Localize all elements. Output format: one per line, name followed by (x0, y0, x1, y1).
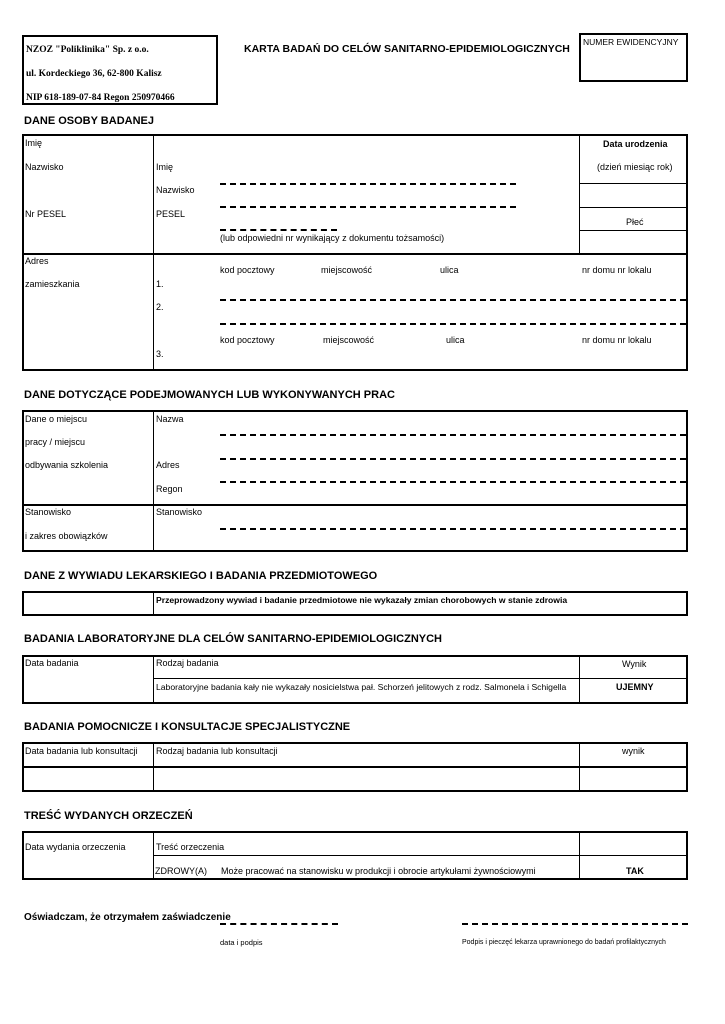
addr-house-label-2: nr domu nr lokalu (582, 335, 652, 345)
nazwisko-input-line[interactable] (220, 206, 516, 208)
sex-input[interactable] (581, 232, 686, 252)
field-adres-label: Adres (156, 460, 180, 470)
section-verdict-heading: TREŚĆ WYDANYCH ORZECZEŃ (24, 810, 193, 822)
aux-row-result[interactable] (581, 768, 686, 790)
verdict-col-content: Treść orzeczenia (156, 842, 225, 852)
addr-house-label-1: nr domu nr lokalu (582, 265, 652, 275)
interview-result: Przeprowadzony wywiad i badanie przedmiotowe nie wykazały zmian chorobowych w stanie zdrowia (156, 595, 568, 605)
workplace-address-line[interactable] (220, 481, 686, 483)
doctor-signature-caption: Podpis i pieczęć lekarza uprawnionego do badań profilaktycznych (462, 939, 666, 946)
record-number-label: NUMER EWIDENCYJNY (583, 37, 679, 47)
aux-col-date: Data badania lub konsultacji (25, 746, 138, 756)
aux-col-type: Rodzaj badania lub konsultacji (156, 746, 278, 756)
dob-input[interactable] (581, 185, 686, 206)
pesel-input-line[interactable] (220, 229, 337, 231)
section-person-heading: DANE OSOBY BADANEJ (24, 115, 154, 127)
work-label-3: odbywania szkolenia (25, 460, 109, 470)
addr-postcode-label-2: kod pocztowy (220, 335, 275, 345)
lab-col-type: Rodzaj badania (156, 658, 219, 668)
field-pesel-label: PESEL (156, 209, 186, 219)
addr-number-3: 3. (156, 349, 164, 359)
section-work-heading: DANE DOTYCZĄCE PODEJMOWANYCH LUB WYKONYWANYCH PRAC (24, 389, 395, 401)
field-regon-label: Regon (156, 484, 183, 494)
addr-number-1: 1. (156, 279, 164, 289)
label-zakres: i zakres obowiązków (25, 531, 108, 541)
client-signature-line[interactable] (220, 923, 338, 925)
addr-city-label-2: miejscowość (323, 335, 375, 345)
section-interview-heading: DANE Z WYWIADU LEKARSKIEGO I BADANIA PRZEDMIOTOWEGO (24, 570, 378, 582)
workplace-name-line-2[interactable] (220, 458, 686, 460)
client-signature-caption: data i podpis (220, 938, 263, 947)
doctor-signature-line[interactable] (462, 923, 688, 925)
work-label-2: pracy / miejscu (25, 437, 86, 447)
workplace-name-line-1[interactable] (220, 434, 686, 436)
document-title: KARTA BADAŃ DO CELÓW SANITARNO-EPIDEMIOLOGICZNYCH (244, 43, 570, 55)
org-address: ul. Kordeckiego 36, 62-800 Kalisz (26, 69, 162, 79)
lab-table (22, 655, 688, 704)
section-lab-heading: BADANIA LABORATORYJNE DLA CELÓW SANITARNO-EPIDEMIOLOGICZNYCH (24, 633, 442, 645)
sex-label: Płeć (626, 217, 644, 227)
field-imie-label: Imię (156, 162, 174, 172)
aux-row-type[interactable] (155, 768, 578, 790)
verdict-content: Może pracować na stanowisku w produkcji i obrocie artykułami żywnościowymi (221, 866, 536, 876)
imie-input-line[interactable] (220, 183, 516, 185)
field-stanowisko-label: Stanowisko (156, 507, 203, 517)
address-input-line-1[interactable] (220, 299, 686, 301)
field-nazwisko-label: Nazwisko (156, 185, 195, 195)
field-nazwa-label: Nazwa (156, 414, 184, 424)
verdict-answer: TAK (626, 866, 644, 876)
aux-row-date[interactable] (24, 768, 152, 790)
label-imie: Imię (25, 138, 43, 148)
label-pesel: Nr PESEL (25, 209, 67, 219)
work-label-1: Dane o miejscu (25, 414, 88, 424)
addr-street-label-2: ulica (446, 335, 465, 345)
dob-hint: (dzień miesiąc rok) (597, 162, 673, 172)
dob-label: Data urodzenia (603, 139, 668, 149)
lab-col-date: Data badania (25, 658, 79, 668)
label-zamieszkania: zamieszkania (25, 279, 80, 289)
lab-col-result: Wynik (622, 659, 647, 669)
footer-statement: Oświadczam, że otrzymałem zaświadczenie (24, 912, 231, 923)
verdict-col-date: Data wydania orzeczenia (25, 842, 126, 852)
label-nazwisko: Nazwisko (25, 162, 64, 172)
address-input-line-2[interactable] (220, 323, 686, 325)
addr-postcode-label-1: kod pocztowy (220, 265, 275, 275)
lab-row-result: UJEMNY (616, 682, 654, 692)
pesel-note: (lub odpowiedni nr wynikający z dokumentu tożsamości) (220, 233, 445, 243)
addr-number-2: 2. (156, 302, 164, 312)
label-stanowisko: Stanowisko (25, 507, 72, 517)
section-aux-heading: BADANIA POMOCNICZE I KONSULTACJE SPECJALISTYCZNE (24, 721, 351, 733)
lab-row-type: Laboratoryjne badania kały nie wykazały nosicielstwa pał. Schorzeń jelitowych z rodz. Salmonela i Schigella (156, 682, 567, 692)
aux-col-result: wynik (622, 746, 645, 756)
position-input-line[interactable] (220, 528, 686, 530)
addr-city-label-1: miejscowość (321, 265, 373, 275)
org-name: NZOZ "Poliklinika" Sp. z o.o. (26, 45, 149, 55)
label-adres: Adres (25, 256, 49, 266)
org-ids: NIP 618-189-07-84 Regon 250970466 (26, 93, 175, 103)
addr-street-label-1: ulica (440, 265, 459, 275)
verdict-status: ZDROWY(A) (155, 866, 207, 876)
